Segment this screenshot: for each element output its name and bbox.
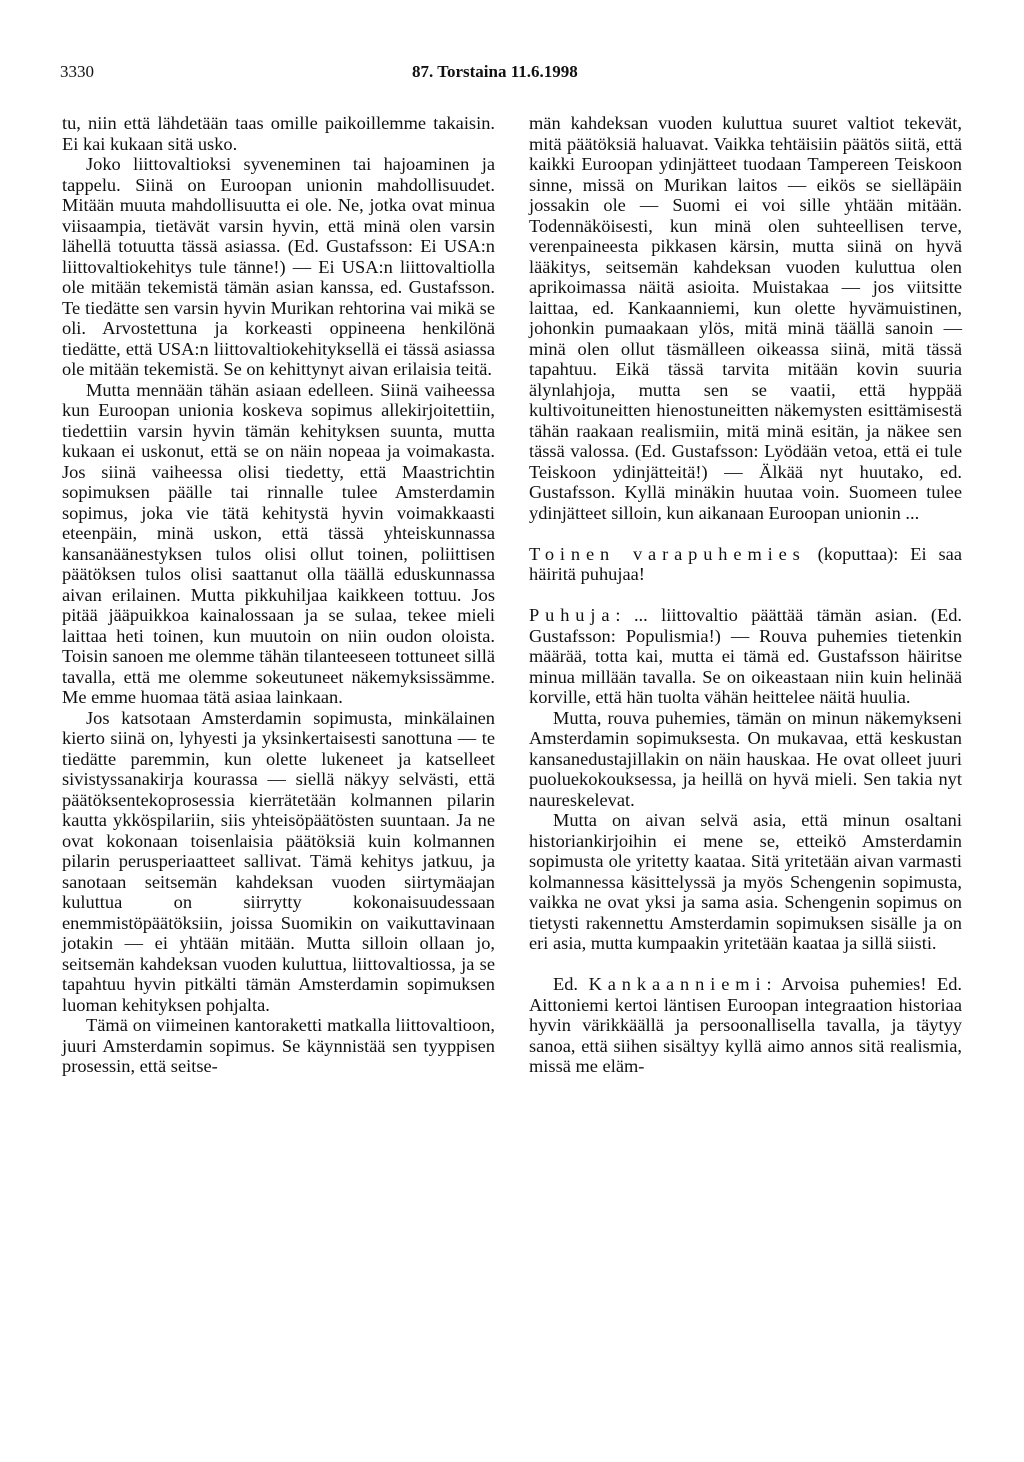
paragraph: Tämä on viimeinen kantoraketti matkalla liittovaltioon, juuri Amsterdamin sopimus. Se käynnistää sen tyyppisen prosessin, että seitse- <box>62 1015 495 1076</box>
paragraph: Mutta on aivan selvä asia, että minun osaltani historiankirjoihin ei mene se, etteikö Amsterdamin sopimusta ole yritetty kaataa. Sitä yritetään aivan varmasti kolmannessa käsittelyssä ja myös Schengenin sopimusta, vaikka ne ovat yksi ja sama asia. Schengenin sopimus on tietysti rakennettu Amsterdamin sopimuksen sisälle ja on eri asia, mutta kumpaakin yritetään kaataa ja sillä siisti. <box>529 810 962 953</box>
page-header <box>0 62 1024 86</box>
speech-text: : Arvoisa puhemies! Ed. Aittoniemi kertoi läntisen Euroopan integraation historiaa hyvin värikkäällä ja persoonallisella tavalla, ja täytyy sanoa, että siihen sisältyy kyllä aimo annos sitä realismia, missä me eläm- <box>529 974 963 1076</box>
paragraph: Mutta mennään tähän asiaan edelleen. Siinä vaiheessa kun Euroopan unionia koskeva sopimus allekirjoitettiin, tiedettiin varsin hyvin tämän kehityksen suunta, mutta kukaan ei uskonut, että se on näin nopeaa ja voimakasta. Jos siinä vaiheessa olisi tiedetty, että Maastrichtin sopimuksen päälle tai rinnalle tulee Amsterdamin sopimus, joka vie tätä kehitystä hyvin voimakkaasti eteenpäin, minä uskon, että tässä yhteiskunnassa kansanäänestyksen tulos olisi ollut toinen, poliittisen päätöksen tulos olisi saattanut olla täällä eduskunnassa aivan erilainen. Mutta pikkuhiljaa kaikkeen tottuu. Jos pitää jääpuikkoa kainalossaan ja se sulaa, tekee mieli laittaa heti toinen, kun muutoin on niin oudon oloista. Toisin sanoen me olemme tähän tilanteeseen tottuneet sillä tavalla, että me olemme sokeutuneet näkemyksissämme. Me emme huomaa tätä asiaa lainkaan. <box>62 379 495 707</box>
speaker-name: Kankaanniemi <box>588 974 767 994</box>
paragraph: Mutta, rouva puhemies, tämän on minun näkemykseni Amsterdamin sopimuksesta. On mukavaa, että keskustan kansanedustajillakin on näin hauskaa. He ovat olleet juuri puoluekokouksessa, ja heillä on hyvä mieli. Sen takia nyt naureskelevat. <box>529 707 962 810</box>
page-number: 3330 <box>60 62 94 81</box>
speaker-paragraph <box>529 974 962 1077</box>
speaker-name: Toinen varapuhemies <box>529 543 806 564</box>
right-column <box>529 113 962 1077</box>
speaker-prefix: Ed. <box>553 974 589 994</box>
speaker-paragraph <box>529 544 962 585</box>
paragraph: Jos katsotaan Amsterdamin sopimusta, minkälainen kierto siinä on, lyhyesti ja yksinkertaisesti sanottuna — te tiedätte paremmin, kun olette lukeneet ja katselleet sivistyssanakirja kourassa — siellä näkyy selvästi, että päätöksentekoprosessia kierrätetään kolmannen pilarin kautta ykköspilariin, siis yhteisöpäätösten suuntaan. Ja ne ovat kokonaan toisenlaisia päätöksiä kuin kolmannen pilarin perusperiaatteet sallivat. Tämä kehitys jatkuu, ja sanotaan seitsemän kahdeksan vuoden siirtymäajan kuluttua on siirrytty kokonaisuudessaan enemmistöpäätöksiin, joissa Suomikin on vaikuttavinaan jotakin — ei yhtään mitään. Mutta silloin ollaan jo, seitsemän kahdeksan vuoden kuluttua, liittovaltiossa, ja se tapahtuu hyvin pitkälti tämän Amsterdamin sopimuksen luoman kehityksen pohjalta. <box>62 707 495 1015</box>
running-head: 87. Torstaina 11.6.1998 <box>412 62 578 81</box>
speaker-paragraph <box>529 605 962 708</box>
paragraph: tu, niin että lähdetään taas omille paikoillemme takaisin. Ei kai kukaan sitä usko. <box>62 113 495 154</box>
left-column <box>62 113 495 1077</box>
speaker-name: Puhuja <box>529 605 616 625</box>
speech-text: (koputtaa): Ei saa häiritä puhujaa! <box>529 543 962 584</box>
paragraph: Joko liittovaltioksi syveneminen tai hajoaminen ja tappelu. Siinä on Euroopan unionin mahdollisuudet. Mitään muuta mahdollisuutta ei ole. Ne, jotka ovat minua viisaampia, tietävät varsin hyvin, että minä olen varsin lähellä totuutta tässä asiassa. (Ed. Gustafsson: Ei USA:n liittovaltiokehitys tule tänne!) — Ei USA:n liittovaltiolla ole mitään tekemistä tämän asian kanssa, ed. Gustafsson. Te tiedätte sen varsin hyvin Murikan rehtorina vai mikä se oli. Arvostettuna ja korkeasti oppineena henkilönä tiedätte, että USA:n liittovaltiokehityksellä ei tässä asiassa ole mitään tekemistä. Se on kehittynyt aivan erilaisia teitä. <box>62 154 495 379</box>
paragraph: män kahdeksan vuoden kuluttua suuret valtiot tekevät, mitä päätöksiä haluavat. Vaikka tehtäisiin päätös siitä, että kaikki Euroopan ydinjätteet tuodaan Tampereen Teiskoon sinne, missä on Murikan laitos — eikös se sielläpäin jossakin ole — Suomi ei voi sille yhtään mitään. Todennäköisesti, kun minä olen suhteellisen terve, verenpaineesta pikkasen kärsin, mutta siinä on hyvä lääkitys, seitsemän kahdeksan vuoden kuluttua olen aprikoimassa näitä asioita. Muistakaa — jos viitsitte laittaa, ed. Kankaanniemi, kun olette hyvämuistinen, johonkin pumaakaan ylös, mitä minä täällä sanoin — minä olen ollut täsmälleen oikeassa siinä, mitä tässä tapahtuu. Eikä tässä tarvita mitään kovin suuria älynlahjoja, mutta sen se vaatii, että hyppää kultivoituneitten hienostuneitten näkemysten esittämisestä tähän raakaan realismiin, mitä minä esitän, ja näkee sen tässä valossa. (Ed. Gustafsson: Lyödään vetoa, että ei tule Teiskoon ydinjätteitä!) — Älkää nyt huutako, ed. Gustafsson. Kyllä minäkin huutaa voin. Suomeen tulee ydinjätteet silloin, kun aikanaan Euroopan unionin ... <box>529 113 962 523</box>
speech-text: : ... liittovaltio päättää tämän asian. (Ed. Gustafsson: Populismia!) — Rouva puhemies tietenkin määrää, totta kai, mutta ei tämä ed. Gustafsson häiritse minua millään tavalla. Se on oikeastaan niin kuin helinää korville, että hän tuolta vähän heittelee näitä huulia. <box>529 605 962 707</box>
